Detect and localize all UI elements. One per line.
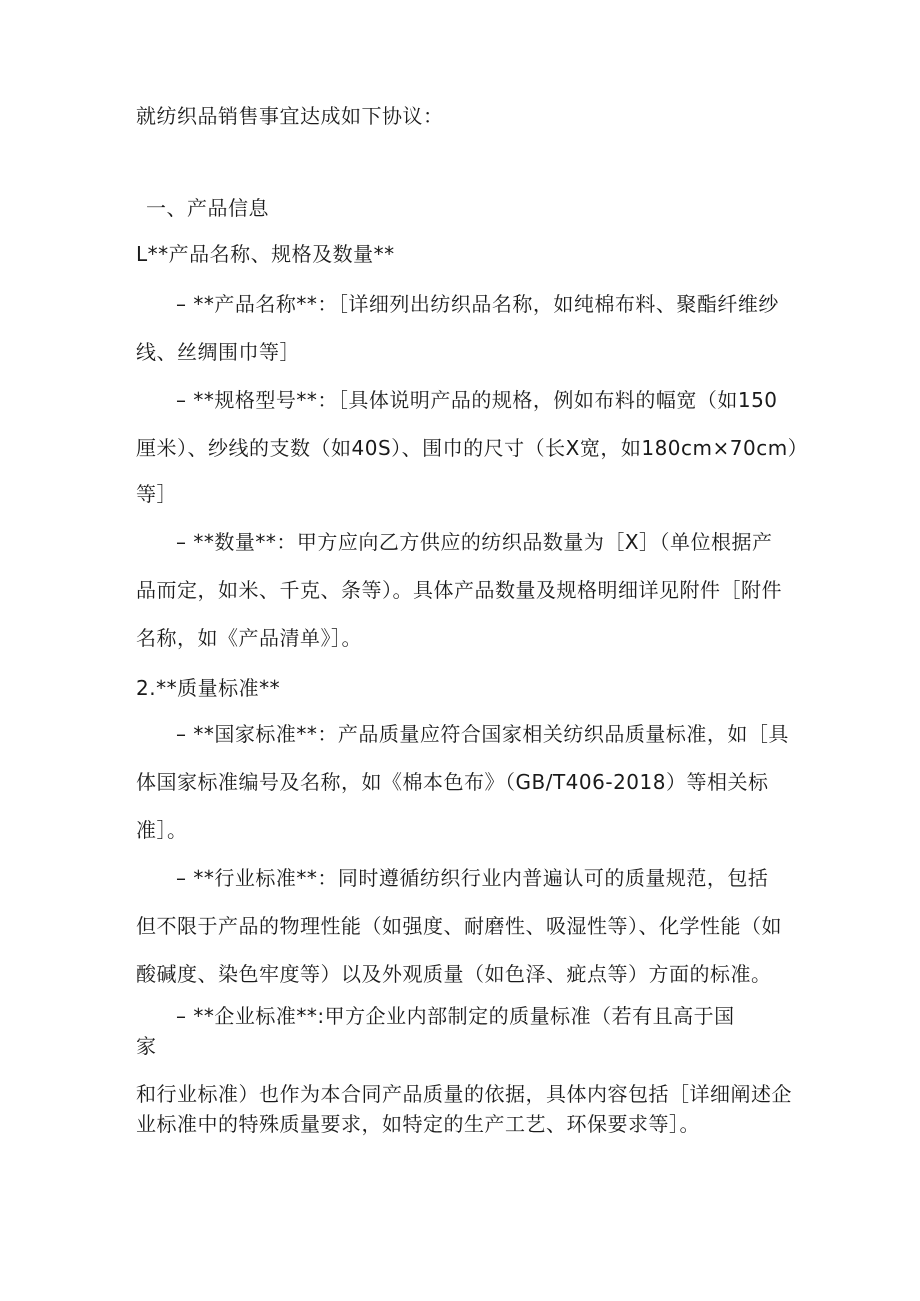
product-name-line-2: 线、丝绸围巾等］ bbox=[136, 340, 300, 364]
section-1-heading: 一、产品信息 bbox=[146, 196, 269, 220]
subsection-1-heading: L**产品名称、规格及数量** bbox=[136, 242, 395, 266]
enterprise-standard-line-2: 家 bbox=[136, 1034, 157, 1058]
enterprise-standard-line-4: 业标准中的特殊质量要求，如特定的生产工艺、环保要求等］。 bbox=[136, 1112, 700, 1136]
subsection-2-heading: 2.**质量标准** bbox=[136, 676, 281, 700]
industry-standard-line-2: 但不限于产品的物理性能（如强度、耐磨性、吸湿性等）、化学性能（如 bbox=[136, 914, 782, 938]
national-standard-line-3: 准］。 bbox=[136, 818, 188, 842]
industry-standard-line-3: 酸碱度、染色牢度等）以及外观质量（如色泽、疵点等）方面的标准。 bbox=[136, 962, 772, 986]
quantity-line-3: 名称，如《产品清单》］。 bbox=[136, 626, 362, 650]
intro-line: 就纺织品销售事宜达成如下协议： bbox=[136, 104, 444, 128]
industry-standard-line-1: – **行业标准**：同时遵循纺织行业内普遍认可的质量规范，包括 bbox=[176, 866, 769, 890]
spec-line-1: – **规格型号**：［具体说明产品的规格，例如布料的幅宽（如150 bbox=[176, 388, 778, 412]
quantity-line-2: 品而定，如米、千克、条等）。具体产品数量及规格明细详见附件［附件 bbox=[136, 578, 782, 602]
product-name-line-1: – **产品名称**：［详细列出纺织品名称，如纯棉布料、聚酯纤维纱 bbox=[176, 292, 779, 316]
enterprise-standard-line-3: 和行业标准）也作为本合同产品质量的依据，具体内容包括［详细阐述企 bbox=[136, 1082, 792, 1106]
national-standard-line-1: – **国家标准**：产品质量应符合国家相关纺织品质量标准，如［具 bbox=[176, 722, 789, 746]
spec-line-2: 厘米）、纱线的支数（如40S）、围巾的尺寸（长X宽，如180cm×70cm） bbox=[136, 436, 809, 460]
spec-line-3: 等］ bbox=[136, 482, 177, 506]
quantity-line-1: – **数量**：甲方应向乙方供应的纺织品数量为［X］（单位根据产 bbox=[176, 530, 773, 554]
national-standard-line-2: 体国家标准编号及名称，如《棉本色布》（GB/T406-2018）等相关标 bbox=[136, 770, 769, 794]
enterprise-standard-line-1: – **企业标准**:甲方企业内部制定的质量标准（若有且高于国 bbox=[176, 1004, 735, 1028]
